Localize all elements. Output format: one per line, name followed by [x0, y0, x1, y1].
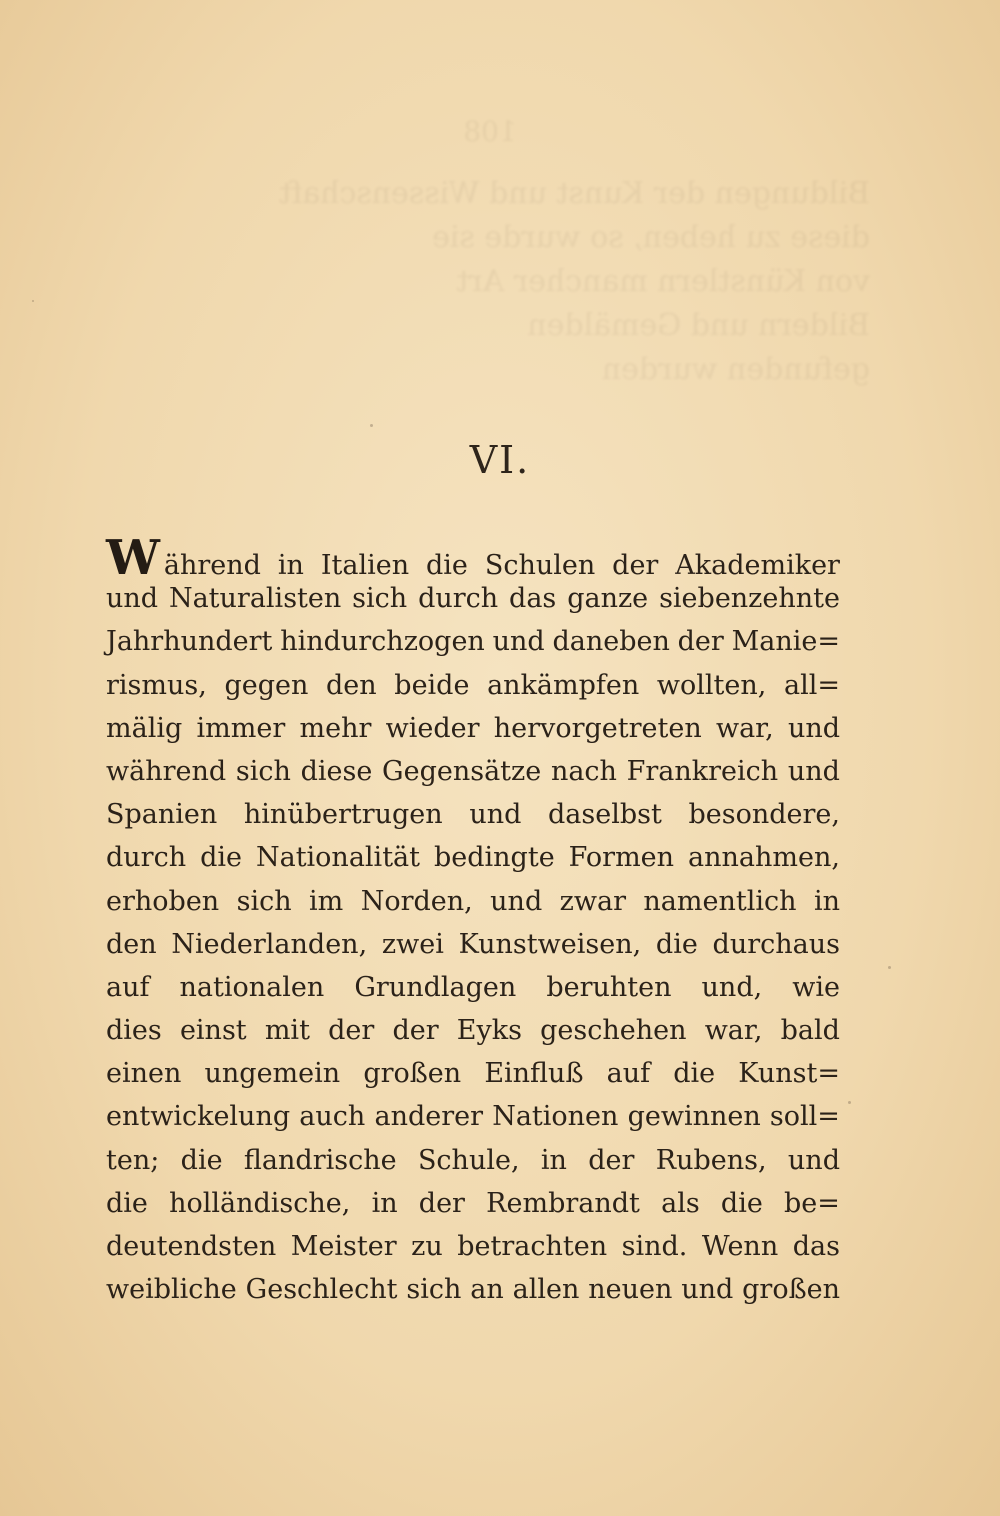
word: ährend — [163, 550, 261, 581]
word: im — [309, 885, 344, 917]
text-line — [106, 756, 840, 799]
word: besondere, — [688, 799, 840, 831]
word: Formen — [568, 842, 675, 874]
word: der — [328, 1015, 375, 1047]
word: und — [106, 583, 159, 615]
word: Rubens, — [655, 1144, 767, 1176]
word: auf — [106, 971, 150, 1003]
word: gegen — [224, 669, 309, 701]
word: wollten, — [656, 669, 767, 701]
word: Rembrandt — [486, 1187, 640, 1219]
word: neuen — [588, 1274, 673, 1306]
word: einst — [179, 1015, 247, 1047]
word: der — [588, 1144, 635, 1176]
word: sich — [406, 1274, 462, 1306]
word: Kunstweisen, — [458, 928, 642, 960]
drop-cap: W — [106, 530, 160, 586]
word: den — [106, 928, 157, 960]
word: und, — [701, 971, 763, 1003]
word: immer — [196, 712, 286, 744]
word: und — [787, 1144, 840, 1176]
word: war, — [715, 712, 774, 744]
word: zwei — [381, 928, 444, 960]
word: holländische, — [169, 1187, 351, 1219]
word: Manie= — [731, 626, 840, 658]
word: Naturalisten — [168, 583, 342, 615]
word: und — [469, 799, 522, 831]
word: die — [720, 1187, 763, 1219]
word: Nationalität — [255, 842, 420, 874]
word: den — [326, 669, 377, 701]
word: rismus, — [106, 669, 207, 701]
word: betrachten — [457, 1231, 608, 1262]
word: der — [677, 626, 724, 658]
word: beruhten — [546, 971, 672, 1003]
text-line — [106, 530, 840, 586]
word: war, — [704, 1015, 763, 1047]
word: zu — [411, 1231, 443, 1262]
word: erhoben — [106, 885, 220, 917]
text-line — [106, 1188, 840, 1231]
word: und — [490, 885, 543, 917]
word: Italien — [320, 550, 410, 581]
word: der — [392, 1015, 439, 1047]
word: und — [787, 712, 840, 744]
word: annahmen, — [688, 842, 840, 874]
word: sich — [236, 885, 292, 917]
word: ungemein — [204, 1058, 341, 1090]
word: daselbst — [548, 799, 662, 831]
word: hinübertrugen — [243, 799, 443, 831]
word: namentlich — [643, 885, 797, 917]
word: und — [492, 626, 545, 658]
word: durch — [106, 842, 187, 874]
word: sich — [352, 583, 408, 615]
text-line — [106, 1101, 840, 1144]
text-line — [106, 1058, 840, 1101]
word: bedingte — [433, 842, 555, 874]
word: bald — [780, 1015, 840, 1047]
text-line — [106, 1274, 840, 1317]
word: Spanien — [106, 799, 218, 831]
text-line — [106, 713, 840, 756]
word: gewinnen — [627, 1101, 761, 1133]
word: mit — [264, 1015, 310, 1047]
word: nationalen — [179, 971, 325, 1003]
word: das — [509, 583, 557, 615]
word: allen — [512, 1274, 580, 1306]
word: auch — [299, 1101, 366, 1133]
text-line — [106, 1145, 840, 1188]
word: Jahrhundert — [106, 626, 273, 658]
word: Geschlecht — [245, 1274, 398, 1306]
word: Norden, — [360, 885, 473, 917]
word: der — [612, 550, 659, 581]
word: deutendsten — [106, 1231, 277, 1262]
word: Gegensätze — [382, 755, 542, 787]
word: Akademiker — [675, 550, 840, 581]
word: anderer — [374, 1101, 484, 1133]
text-line — [106, 799, 840, 842]
word: der — [418, 1187, 465, 1219]
body-paragraph — [106, 530, 840, 1317]
word: be= — [784, 1187, 840, 1219]
word: die — [655, 928, 698, 960]
word: in — [277, 550, 304, 581]
text-line — [106, 1231, 840, 1274]
word: ten; — [106, 1144, 160, 1176]
word: sich — [235, 755, 291, 787]
paper-speck — [32, 300, 34, 302]
chapter-heading: VI. — [469, 438, 531, 482]
word: wie — [792, 971, 840, 1003]
word: durch — [418, 583, 499, 615]
word: in — [540, 1144, 567, 1176]
word: und — [787, 755, 840, 787]
word: die — [106, 1187, 148, 1219]
paper-speck — [370, 424, 373, 427]
word: weibliche — [106, 1274, 237, 1306]
word: Nationen — [492, 1101, 619, 1133]
word: Einfluß — [484, 1058, 584, 1090]
text-line — [106, 583, 840, 626]
text-line — [106, 842, 840, 885]
word: die — [673, 1058, 716, 1090]
word: siebenzehnte — [659, 583, 840, 615]
word: als — [661, 1187, 700, 1219]
paper-speck — [888, 966, 891, 969]
word: geschehen — [540, 1015, 687, 1047]
word: Schulen — [484, 550, 596, 581]
word: großen — [742, 1274, 840, 1306]
word: Schule, — [417, 1144, 520, 1176]
word: einen — [106, 1058, 182, 1090]
word: auf — [606, 1058, 651, 1090]
word: sind. — [621, 1231, 688, 1262]
word: ganze — [567, 583, 649, 615]
word: während — [106, 755, 227, 787]
word: mälig — [106, 712, 183, 744]
word: Eyks — [456, 1015, 522, 1047]
text-line — [106, 886, 840, 929]
word: entwickelung — [106, 1101, 291, 1133]
word: soll= — [769, 1101, 840, 1133]
word: an — [470, 1274, 504, 1306]
word: Niederlanden, — [171, 928, 368, 960]
word: durchaus — [712, 928, 840, 960]
word: die — [426, 550, 468, 581]
word: in — [371, 1187, 398, 1219]
word: die — [200, 842, 242, 874]
word: daneben — [552, 626, 670, 658]
word: diese — [300, 755, 373, 787]
word: hindurchzogen — [280, 626, 485, 658]
word: mehr — [299, 712, 372, 744]
word: Frankreich — [626, 755, 779, 787]
word: wieder — [385, 712, 480, 744]
word: hervorgetreten — [493, 712, 702, 744]
word: die — [180, 1144, 223, 1176]
paper-speck — [848, 1101, 851, 1104]
word: all= — [783, 669, 840, 701]
text-line — [106, 929, 840, 972]
text-line — [106, 670, 840, 713]
word: beide — [394, 669, 470, 701]
word: in — [813, 885, 840, 917]
text-line — [106, 972, 840, 1015]
word: Kunst= — [738, 1058, 840, 1090]
word: nach — [550, 755, 617, 787]
word: dies — [106, 1015, 162, 1047]
text-line-content — [160, 550, 840, 581]
word: ankämpfen — [487, 669, 640, 701]
text-line — [106, 626, 840, 669]
word: Wenn — [701, 1231, 779, 1262]
word: großen — [363, 1058, 462, 1090]
word: flandrische — [243, 1144, 397, 1176]
word: Meister — [290, 1231, 397, 1262]
word: das — [792, 1231, 840, 1262]
word: zwar — [559, 885, 626, 917]
bleed-through-text: 108 Bildungen der Kunst und Wissenschaft diese zu heben, so wurde sie von Künstlern mancher Art Bildern und Gemälden gefunden wurden — [279, 115, 870, 387]
text-line — [106, 1015, 840, 1058]
word: und — [681, 1274, 734, 1306]
word: Grundlagen — [354, 971, 517, 1003]
